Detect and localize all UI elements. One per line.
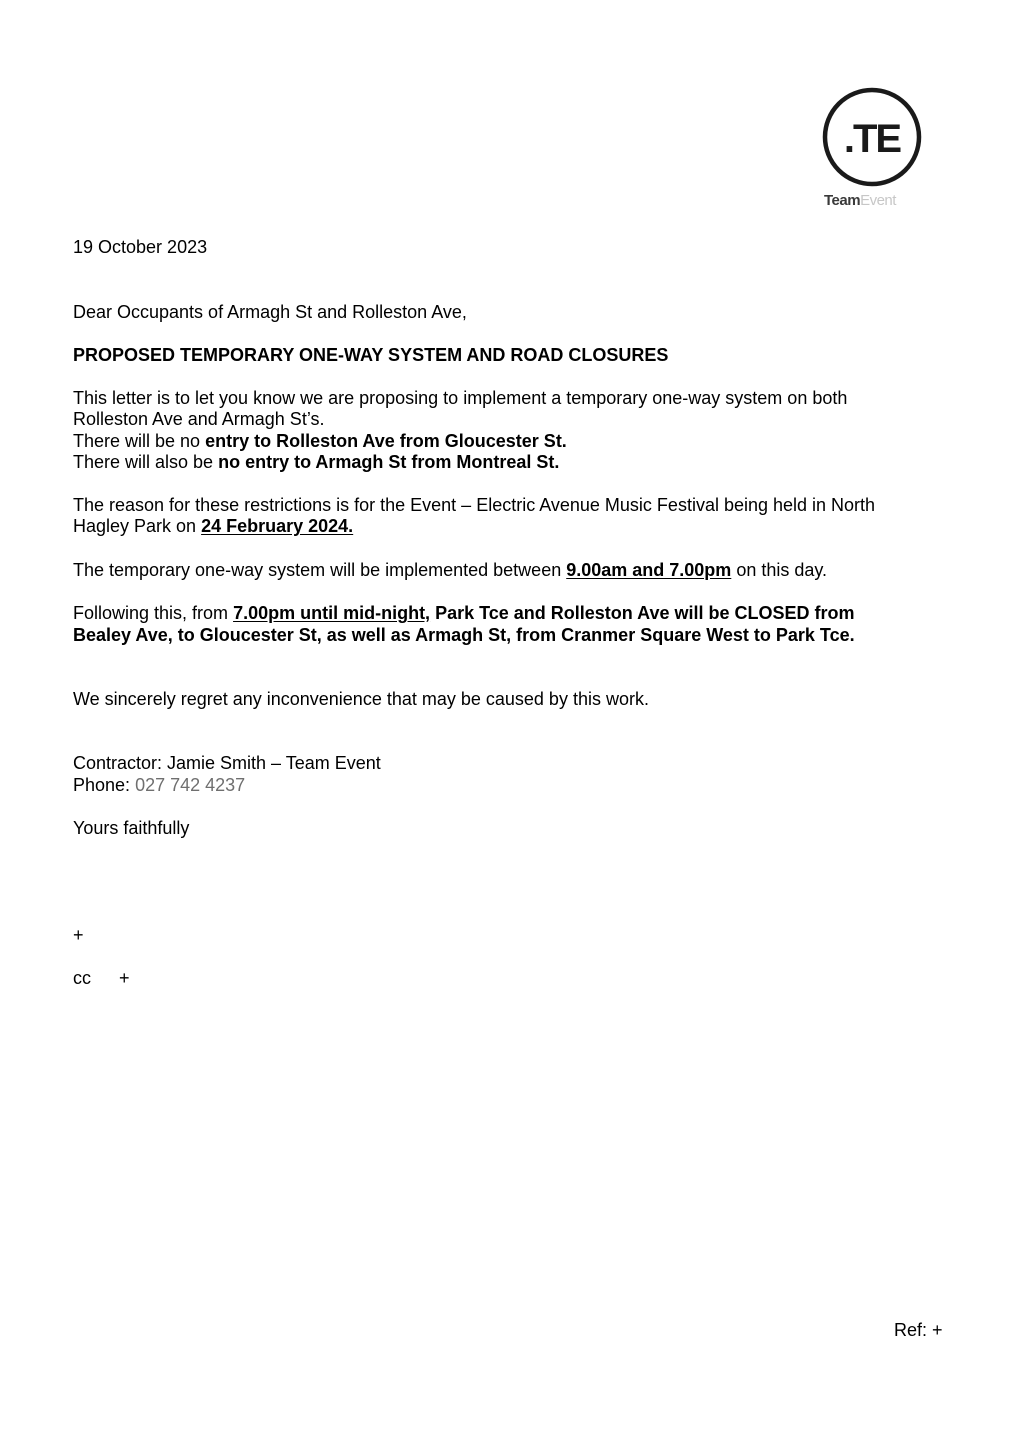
closure-times: 7.00pm until mid-night, — [233, 603, 431, 623]
para4-bold-rest: Park Tce and Rolleston Ave will be CLOSED from — [430, 603, 855, 623]
reference: Ref: + — [894, 1320, 943, 1340]
para1-line1: This letter is to let you know we are proposing to implement a temporary one-way system on both — [73, 388, 848, 408]
cc-label: cc — [73, 968, 91, 988]
event-date: 24 February 2024. — [201, 516, 354, 536]
para1-line4 — [73, 452, 559, 474]
heading-text: PROPOSED TEMPORARY ONE-WAY SYSTEM AND ROAD CLOSURES — [73, 345, 669, 365]
phone-number: 027 742 4237 — [135, 775, 246, 795]
one-way-times: 9.00am and 7.00pm — [566, 560, 732, 580]
para4-pre: Following this, from — [73, 603, 234, 623]
contractor-line: Contractor: Jamie Smith – Team Event — [73, 753, 381, 773]
para1-line4-bold: no entry to Armagh St from Montreal St. — [218, 452, 560, 472]
letter-heading — [73, 345, 668, 367]
salutation: Dear Occupants of Armagh St and Rolleston Ave, — [73, 302, 467, 322]
para1-line3-bold: entry to Rolleston Ave from Gloucester St. — [205, 431, 567, 451]
phone-line — [73, 775, 245, 797]
svg-text:TeamEvent — [824, 192, 897, 209]
para2-line1: The reason for these restrictions is for the Event – Electric Avenue Music Festival being held in North — [73, 495, 876, 515]
para4-line2-bold: Bealey Ave, to Gloucester St, as well as Armagh St, from Cranmer Square West to Park Tce. — [73, 625, 855, 645]
cc-placeholder: + — [119, 968, 130, 988]
para2-line2 — [73, 516, 353, 538]
signature-placeholder: + — [73, 925, 84, 945]
logo-wordmark-event: Event — [860, 192, 896, 209]
para3-post: on this day. — [731, 560, 828, 580]
team-event-logo — [814, 86, 938, 212]
cc-line — [73, 968, 130, 990]
para1-line4-pre: There will also be — [73, 452, 219, 472]
para3-pre: The temporary one-way system will be implemented between — [73, 560, 567, 580]
letter-date: 19 October 2023 — [73, 237, 208, 257]
logo-wordmark-team: Team — [824, 192, 861, 209]
logo-mark: .TE — [843, 117, 901, 161]
para2-line2-pre: Hagley Park on — [73, 516, 202, 536]
para4-line2 — [73, 625, 855, 647]
phone-label: Phone: — [73, 775, 136, 795]
para1-line3 — [73, 431, 567, 453]
regret-line: We sincerely regret any inconvenience that may be caused by this work. — [73, 689, 649, 709]
paragraph-times — [73, 560, 827, 582]
closing: Yours faithfully — [73, 818, 190, 838]
para1-line2: Rolleston Ave and Armagh St’s. — [73, 409, 325, 429]
para4-line1 — [73, 603, 855, 625]
para1-line3-pre: There will be no — [73, 431, 206, 451]
